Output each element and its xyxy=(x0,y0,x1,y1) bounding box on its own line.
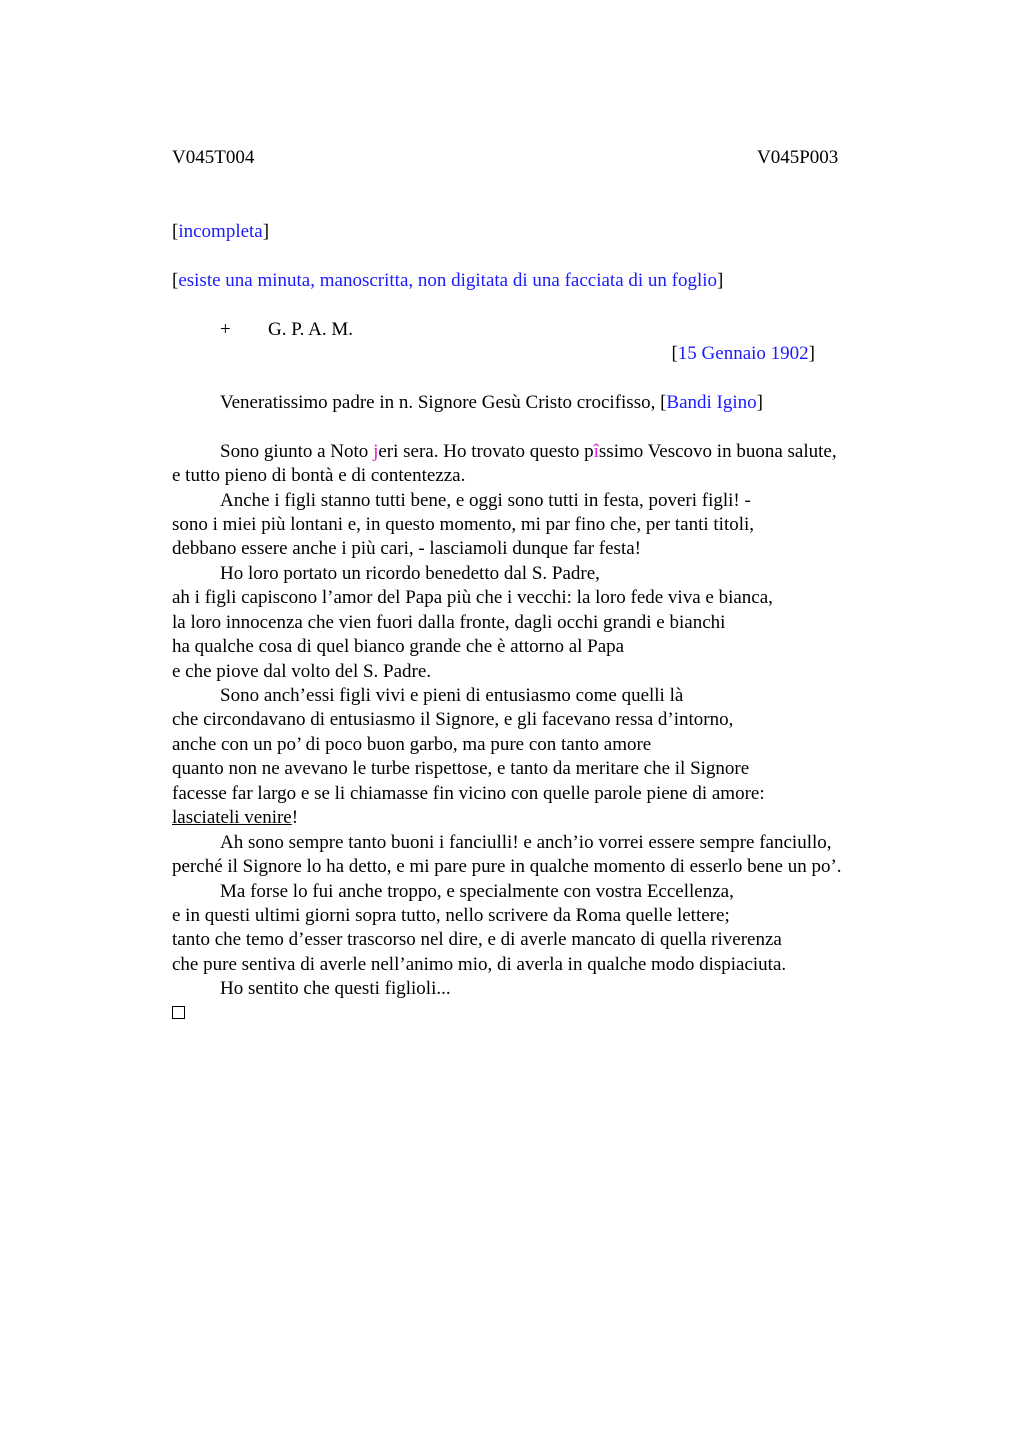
salutation-text: Veneratissimo padre in n. Signore Gesù Cristo crocifisso, xyxy=(220,392,656,413)
letter-date: [15 Gennaio 1902] xyxy=(671,343,815,364)
body-line: e in questi ultimi giorni sopra tutto, nello scrivere da Roma quelle lettere; xyxy=(172,905,730,926)
end-marker-box xyxy=(172,1006,185,1019)
draft-note: [esiste una minuta, manoscritta, non digitata di una facciata di un foglio] xyxy=(172,270,724,291)
invocation-letters: G. P. A. M. xyxy=(268,319,353,340)
body-line: Ma forse lo fui anche troppo, e specialmente con vostra Eccellenza, xyxy=(220,881,734,902)
underlined-quote: lasciateli venire xyxy=(172,807,292,828)
document-code-right: V045P003 xyxy=(757,147,839,168)
body-line: la loro innocenza che vien fuori dalla fronte, dagli occhi grandi e bianchi xyxy=(172,612,726,633)
body-line: Sono anch’essi figli vivi e pieni di entusiasmo come quelli là xyxy=(220,685,684,706)
body-line: che circondavano di entusiasmo il Signore, e gli facevano ressa d’intorno, xyxy=(172,709,734,730)
draft-note-text: esiste una minuta, manoscritta, non digitata di una facciata di un foglio xyxy=(178,270,718,291)
body-line: Ho sentito che questi figlioli... xyxy=(220,978,451,999)
body-line: che pure sentiva di averle nell’animo mio, di averla in qualche modo dispiaciuta. xyxy=(172,954,787,975)
document-code-left: V045T004 xyxy=(172,147,255,168)
body-line: Anche i figli stanno tutti bene, e oggi sono tutti in festa, poveri figli! - xyxy=(220,490,751,511)
body-line: e che piove dal volto del S. Padre. xyxy=(172,661,432,682)
body-line: Ho loro portato un ricordo benedetto dal S. Padre, xyxy=(220,563,600,584)
body-line: quanto non ne avevano le turbe rispettose, e tanto da meritare che il Signore xyxy=(172,758,750,779)
body-line: Sono giunto a Noto jeri sera. Ho trovato questo pîssimo Vescovo in buona salute, xyxy=(220,441,837,462)
body-line: anche con un po’ di poco buon garbo, ma pure con tanto amore xyxy=(172,734,652,755)
body-line: debbano essere anche i più cari, - lasciamoli dunque far festa! xyxy=(172,538,641,559)
incomplete-note: [incompleta] xyxy=(172,221,270,242)
addressee-name: Bandi Igino xyxy=(666,392,757,413)
cross-symbol: + xyxy=(220,319,231,340)
body-line: facesse far largo e se li chiamasse fin vicino con quelle parole piene di amore: xyxy=(172,783,765,804)
variant-letter: j xyxy=(373,441,379,462)
incomplete-note-text: incompleta xyxy=(178,221,263,242)
body-line: sono i miei più lontani e, in questo momento, mi par fino che, per tanti titoli, xyxy=(172,514,755,535)
salutation: Veneratissimo padre in n. Signore Gesù Cristo crocifisso, [Bandi Igino] xyxy=(220,392,763,413)
body-line: perché il Signore lo ha detto, e mi pare pure in qualche momento di esserlo bene un po’. xyxy=(172,856,842,877)
variant-letter: î xyxy=(593,441,599,462)
letter-date-text: 15 Gennaio 1902 xyxy=(677,343,809,364)
body-line: ha qualche cosa di quel bianco grande che è attorno al Papa xyxy=(172,636,625,657)
body-line: ah i figli capiscono l’amor del Papa più che i vecchi: la loro fede viva e bianca, xyxy=(172,587,773,608)
body-line: Ah sono sempre tanto buoni i fanciulli! e anch’io vorrei essere sempre fanciullo, xyxy=(220,832,832,853)
body-line: lasciateli venire! xyxy=(172,807,299,828)
body-line: tanto che temo d’esser trascorso nel dire, e di averle mancato di quella riverenza xyxy=(172,929,782,950)
body-line: e tutto pieno di bontà e di contentezza. xyxy=(172,465,466,486)
